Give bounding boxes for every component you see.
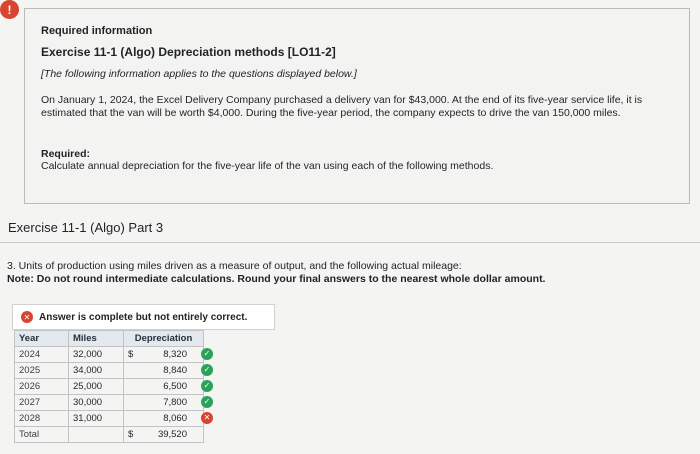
depreciation-table — [14, 330, 211, 443]
incorrect-x-icon: ✕ — [201, 412, 213, 424]
correct-check-icon: ✓ — [201, 396, 213, 408]
table-row — [15, 363, 204, 379]
year-cell: 2027 — [15, 395, 69, 411]
header-depreciation: Depreciation — [124, 331, 204, 347]
depreciation-input[interactable] — [124, 395, 211, 411]
total-miles-cell — [69, 427, 124, 443]
depreciation-value: 6,500 — [163, 381, 187, 392]
total-label: Total — [15, 427, 69, 443]
depreciation-input[interactable] — [124, 379, 211, 395]
required-label: Required: — [41, 148, 91, 160]
correct-check-icon: ✓ — [201, 348, 213, 360]
info-note: [The following information applies to the questions displayed below.] — [41, 68, 357, 80]
exercise-heading: Exercise 11-1 (Algo) Depreciation methods [LO11-2] — [41, 45, 336, 59]
divider — [0, 242, 700, 243]
year-cell: 2028 — [15, 411, 69, 427]
depreciation-input[interactable] — [124, 363, 211, 379]
currency-symbol: $ — [128, 429, 134, 440]
answer-status-text: Answer is complete but not entirely correct. — [39, 311, 248, 323]
year-cell: 2025 — [15, 363, 69, 379]
depreciation-input[interactable] — [124, 347, 211, 363]
header-year: Year — [15, 331, 69, 347]
header-miles: Miles — [69, 331, 124, 347]
rounding-note: Note: Do not round intermediate calculations. Round your final answers to the nearest whole dollar amount. — [7, 273, 546, 285]
year-cell: 2026 — [15, 379, 69, 395]
part-title: Exercise 11-1 (Algo) Part 3 — [8, 220, 164, 235]
table-row — [15, 379, 204, 395]
depreciation-value: 7,800 — [163, 397, 187, 408]
correct-check-icon: ✓ — [201, 380, 213, 392]
total-depreciation-value: 39,520 — [157, 429, 187, 440]
miles-input[interactable]: 34,000 — [69, 363, 124, 379]
depreciation-value: 8,840 — [163, 365, 187, 376]
correct-check-icon: ✓ — [201, 364, 213, 376]
miles-input[interactable]: 25,000 — [69, 379, 124, 395]
problem-paragraph: On January 1, 2024, the Excel Delivery Company purchased a delivery van for $43,000. At the end of its five-year service life, it is estimated that the van will be worth $4,000. During the five-year period, the company expects to drive the van 150,000 miles. — [41, 94, 643, 119]
table-row — [15, 411, 204, 427]
answer-status-banner — [12, 304, 275, 330]
table-header-row — [15, 331, 204, 347]
miles-input[interactable]: 31,000 — [69, 411, 124, 427]
miles-input[interactable]: 32,000 — [69, 347, 124, 363]
alert-icon: ! — [0, 0, 19, 19]
table-row — [15, 347, 204, 363]
depreciation-input[interactable] — [124, 411, 211, 427]
table-row — [15, 395, 204, 411]
depreciation-value: 8,060 — [163, 413, 187, 424]
incorrect-x-icon: ✕ — [21, 311, 33, 323]
total-depreciation-cell — [124, 427, 204, 443]
info-title: Required information — [41, 25, 153, 37]
table-total-row — [15, 427, 204, 443]
question-text: 3. Units of production using miles driven as a measure of output, and the following actual mileage: — [7, 260, 462, 272]
depreciation-value: 8,320 — [163, 349, 187, 360]
miles-input[interactable]: 30,000 — [69, 395, 124, 411]
required-text: Calculate annual depreciation for the five-year life of the van using each of the following methods. — [41, 160, 494, 172]
currency-symbol: $ — [128, 349, 134, 360]
year-cell: 2024 — [15, 347, 69, 363]
required-information-panel — [24, 8, 690, 204]
